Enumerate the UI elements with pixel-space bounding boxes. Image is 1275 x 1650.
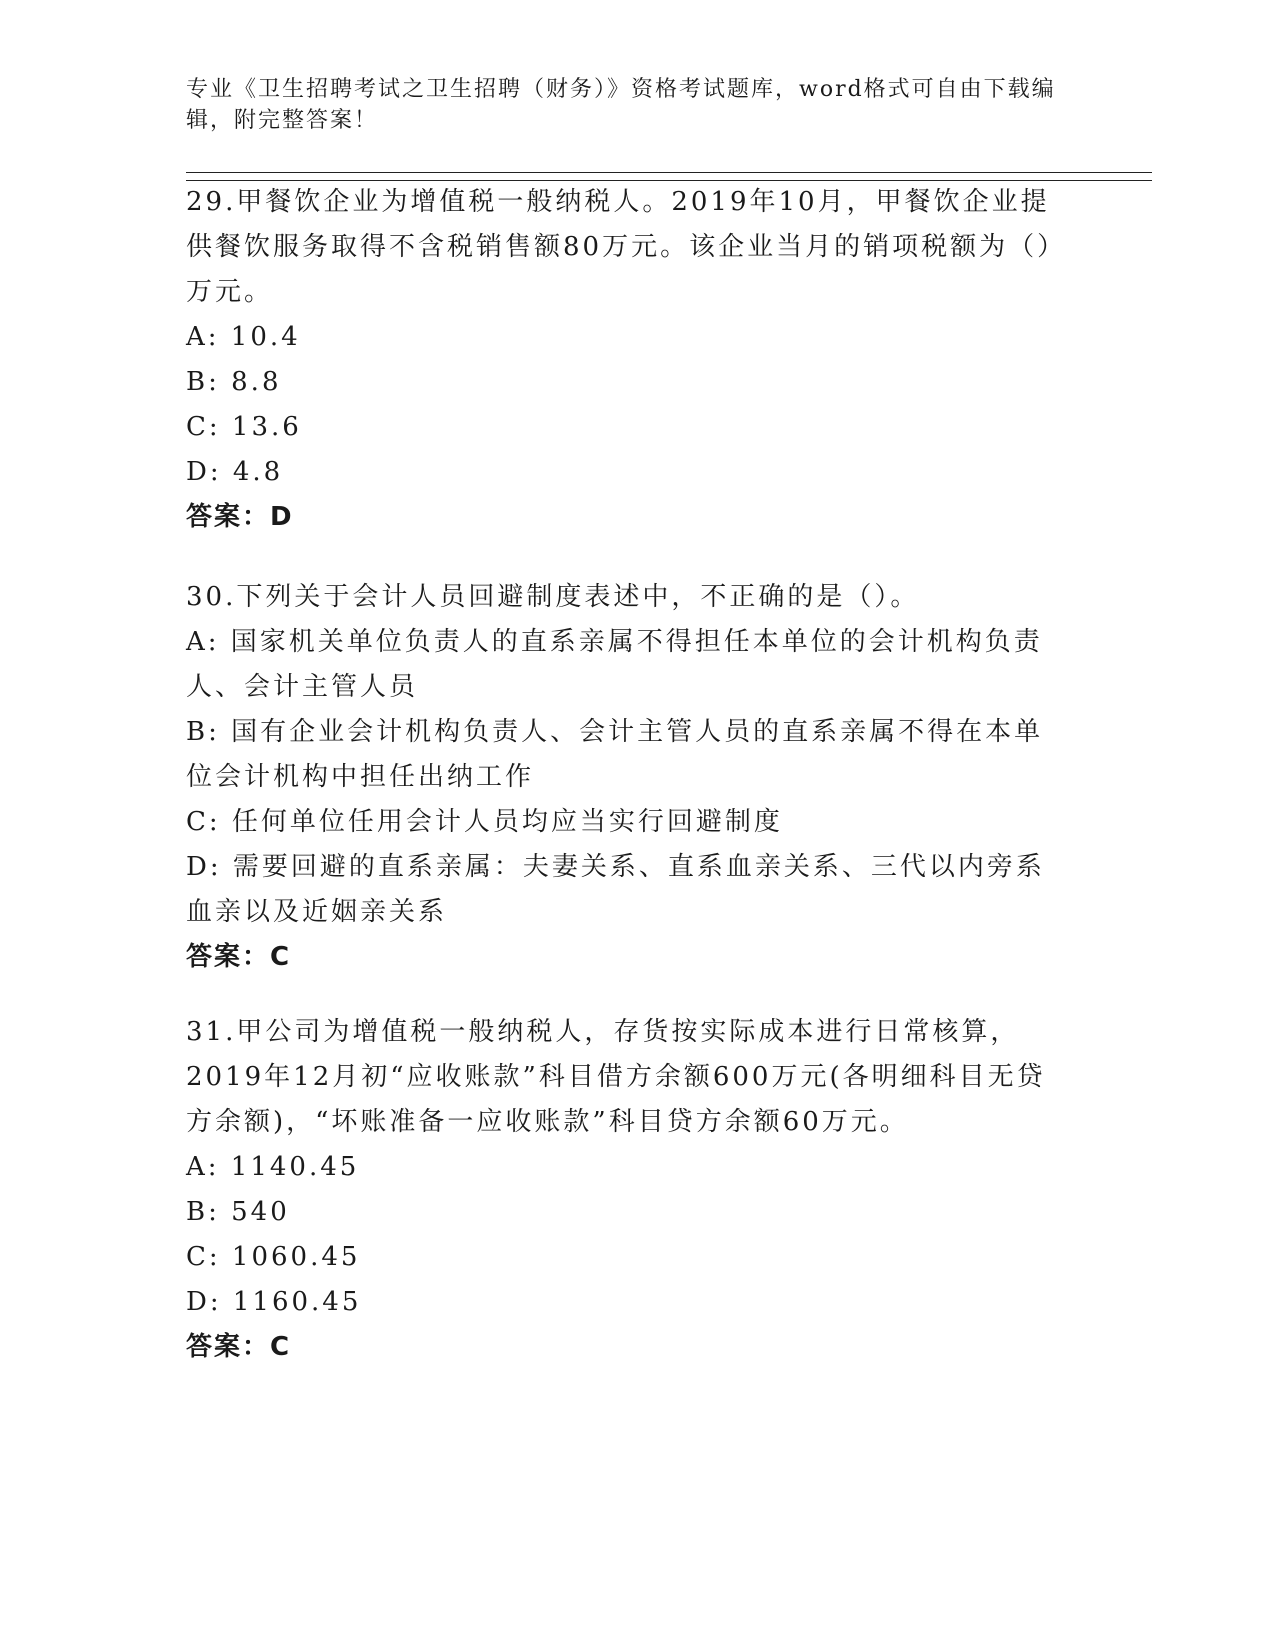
question-30 [186, 575, 1066, 980]
question-29 [186, 180, 1066, 540]
option-c: C: 任何单位任用会计人员均应当实行回避制度 [186, 807, 783, 837]
answer-label: 答案：D [186, 502, 294, 532]
option-a: A: 1140.45 [186, 1152, 360, 1182]
answer-label: 答案：C [186, 1332, 292, 1362]
option-a: A: 国家机关单位负责人的直系亲属不得担任本单位的会计机构负责人、会计主管人员 [186, 627, 1043, 702]
option-b: B: 国有企业会计机构负责人、会计主管人员的直系亲属不得在本单位会计机构中担任出纳工作 [186, 717, 1044, 792]
option-c: C: 1060.45 [186, 1242, 361, 1272]
answer-label: 答案：C [186, 942, 292, 972]
question-stem: 31.甲公司为增值税一般纳税人，存货按实际成本进行日常核算，2019年12月初“应收账款”科目借方余额600万元(各明细科目无贷方余额)，“坏账准备一应收账款”科目贷方余额60万元。 [186, 1017, 1046, 1137]
option-d: D: 需要回避的直系亲属：夫妻关系、直系血亲关系、三代以内旁系血亲以及近姻亲关系 [186, 852, 1045, 927]
option-c: C: 13.6 [186, 412, 302, 442]
question-stem: 30.下列关于会计人员回避制度表述中，不正确的是（）。 [186, 582, 920, 612]
option-b: B: 8.8 [186, 367, 282, 397]
option-d: D: 4.8 [186, 457, 284, 487]
document-header: 专业《卫生招聘考试之卫生招聘（财务）》资格考试题库，word格式可自由下载编辑，附完整答案！ [186, 77, 1056, 133]
option-b: B: 540 [186, 1197, 290, 1227]
question-31 [186, 1010, 1066, 1370]
option-d: D: 1160.45 [186, 1287, 362, 1317]
header-divider-top [186, 172, 1152, 173]
option-a: A: 10.4 [186, 322, 301, 352]
question-stem: 29.甲餐饮企业为增值税一般纳税人。2019年10月，甲餐饮企业提供餐饮服务取得不含税销售额80万元。该企业当月的销项税额为（）万元。 [186, 187, 1054, 307]
